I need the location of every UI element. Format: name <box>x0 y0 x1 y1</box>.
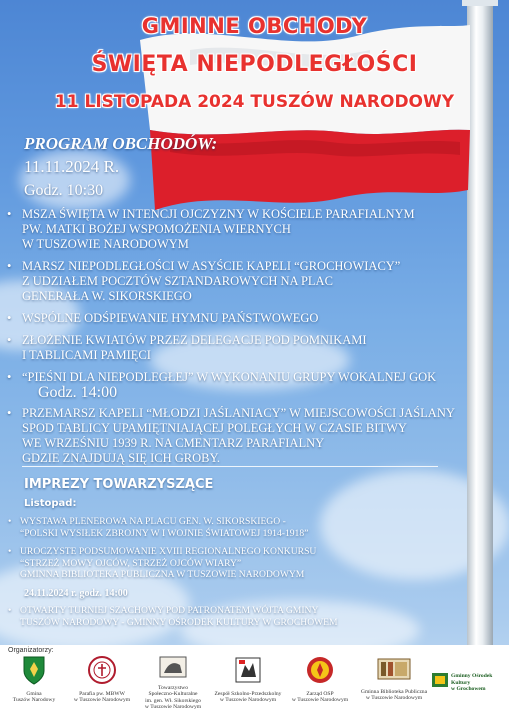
list-item: • “PIEŚNI DLA NIEPODLEGŁEJ” W WYKONANIU GRUPY WOKALNEJ GOK <box>0 370 436 385</box>
polish-flag-icon <box>130 20 475 220</box>
events-date-label: 24.11.2024 r. godz. 14:00 <box>24 588 128 599</box>
program-time-2: Godz. 14:00 <box>38 384 118 401</box>
organizer-culture-center <box>432 673 506 693</box>
school-emblem-icon <box>233 655 263 685</box>
parish-seal-icon <box>87 655 117 685</box>
organizers-label: Organizatorzy: <box>8 647 54 654</box>
fire-brigade-emblem-icon <box>305 655 335 685</box>
organizer-caption: Parafia pw. MBWW w Tuszowie Narodowym <box>73 690 131 703</box>
flag-pole-cap <box>462 0 498 6</box>
program-list-afternoon <box>0 406 455 473</box>
organizer-gmina <box>5 655 63 704</box>
title-line-2: ŚWIĘTA NIEPODLEGŁOŚCI <box>91 52 418 77</box>
list-item: • ZŁOŻENIE KWIATÓW PRZEZ DELEGACJE POD POMNIKAMI I TABLICAMI PAMIĘCI <box>0 333 436 363</box>
society-emblem-icon <box>158 655 188 679</box>
events-list-november <box>0 516 316 588</box>
organizer-parish <box>72 655 132 704</box>
organizer-caption: Zarząd OSP w Tuszowie Narodowym <box>291 690 349 703</box>
organizer-society <box>140 655 206 711</box>
program-time-1: Godz. 10:30 <box>24 182 104 199</box>
list-item: • WYSTAWA PLENEROWA NA PLACU GEN. W. SIKORSKIEGO - “POLSKI WYSIŁEK ZBROJNY W I WOJNIE ŚWIATOWEJ 1914-1918” <box>0 516 316 539</box>
list-item: • MARSZ NIEPODLEGŁOŚCI W ASYŚCIE KAPELI “GROCHOWIACY” Z UDZIAŁEM POCZTÓW SZTANDAROWYCH NA PLAC GENERAŁA W. SIKORSKIEGO <box>0 259 436 304</box>
organizer-fire-brigade <box>288 655 352 704</box>
organizer-caption: Gminna Biblioteka Publiczna w Tuszowie Narodowym <box>360 688 428 701</box>
list-item: • UROCZYSTE PODSUMOWANIE XVIII REGIONALNEGO KONKURSU “STRZEŻ MOWY OJCÓW, STRZEŻ OJCÓW WIARY” GMINNA BIBLIOTEKA PUBLICZNA W TUSZOWIE NARODOWYM <box>0 546 316 581</box>
organizers-footer <box>0 645 509 720</box>
library-books-icon <box>376 655 412 683</box>
organizer-library <box>358 655 430 702</box>
section-divider <box>22 466 438 467</box>
program-list-morning <box>0 207 436 392</box>
program-heading: PROGRAM OBCHODÓW: <box>24 134 218 153</box>
list-item: • WSPÓLNE ODŚPIEWANIE HYMNU PAŃSTWOWEGO <box>0 311 436 326</box>
program-date: 11.11.2024 R. <box>24 157 120 176</box>
title-line-1: GMINNE OBCHODY <box>141 14 368 38</box>
organizer-caption: Gminny Ośrodek Kultury w Grochowem <box>451 673 493 692</box>
culture-center-logo-icon <box>432 673 448 687</box>
organizer-caption: Zespół Szkolno-Przedszkolny w Tuszowie Narodowym <box>214 690 282 703</box>
organizer-caption: Towarzystwo Społeczno-Kulturalne im. gen. Wł. Sikorskiego w Tuszowie Narodowym <box>144 684 202 710</box>
list-item: • OTWARTY TURNIEJ SZACHOWY POD PATRONATEM WÓJTA GMINY TUSZÓW NARODOWY - GMINNY OŚRODEK KULTURY W GROCHOWEM <box>0 605 338 628</box>
events-month-label: Listopad: <box>24 498 77 509</box>
title-date-place: 11 LISTOPADA 2024 TUSZÓW NARODOWY <box>54 92 455 112</box>
list-item: • PRZEMARSZ KAPELI “MŁODZI JAŚLANIACY” W MIEJSCOWOŚCI JAŚLANY SPOD TABLICY UPAMIĘTNIAJĄCEJ POLEGŁYCH W CZASIE BITWY WE WRZEŚNIU 1939 R. NA CMENTARZ PARAFIALNY GDZIE ZNAJDUJĄ SIĘ ICH GROBY. <box>0 406 455 466</box>
list-item: • MSZA ŚWIĘTA W INTENCJI OJCZYZNY W KOŚCIELE PARAFIALNYM PW. MATKI BOŻEJ WSPOMOŻENIA WIERNYCH W TUSZOWIE NARODOWYM <box>0 207 436 252</box>
organizer-school <box>214 655 282 704</box>
coat-of-arms-icon <box>22 655 46 685</box>
events-list-chess <box>0 605 338 635</box>
events-heading: IMPREZY TOWARZYSZĄCE <box>24 477 214 492</box>
organizer-caption: Gmina Tuszów Narodowy <box>12 690 56 703</box>
